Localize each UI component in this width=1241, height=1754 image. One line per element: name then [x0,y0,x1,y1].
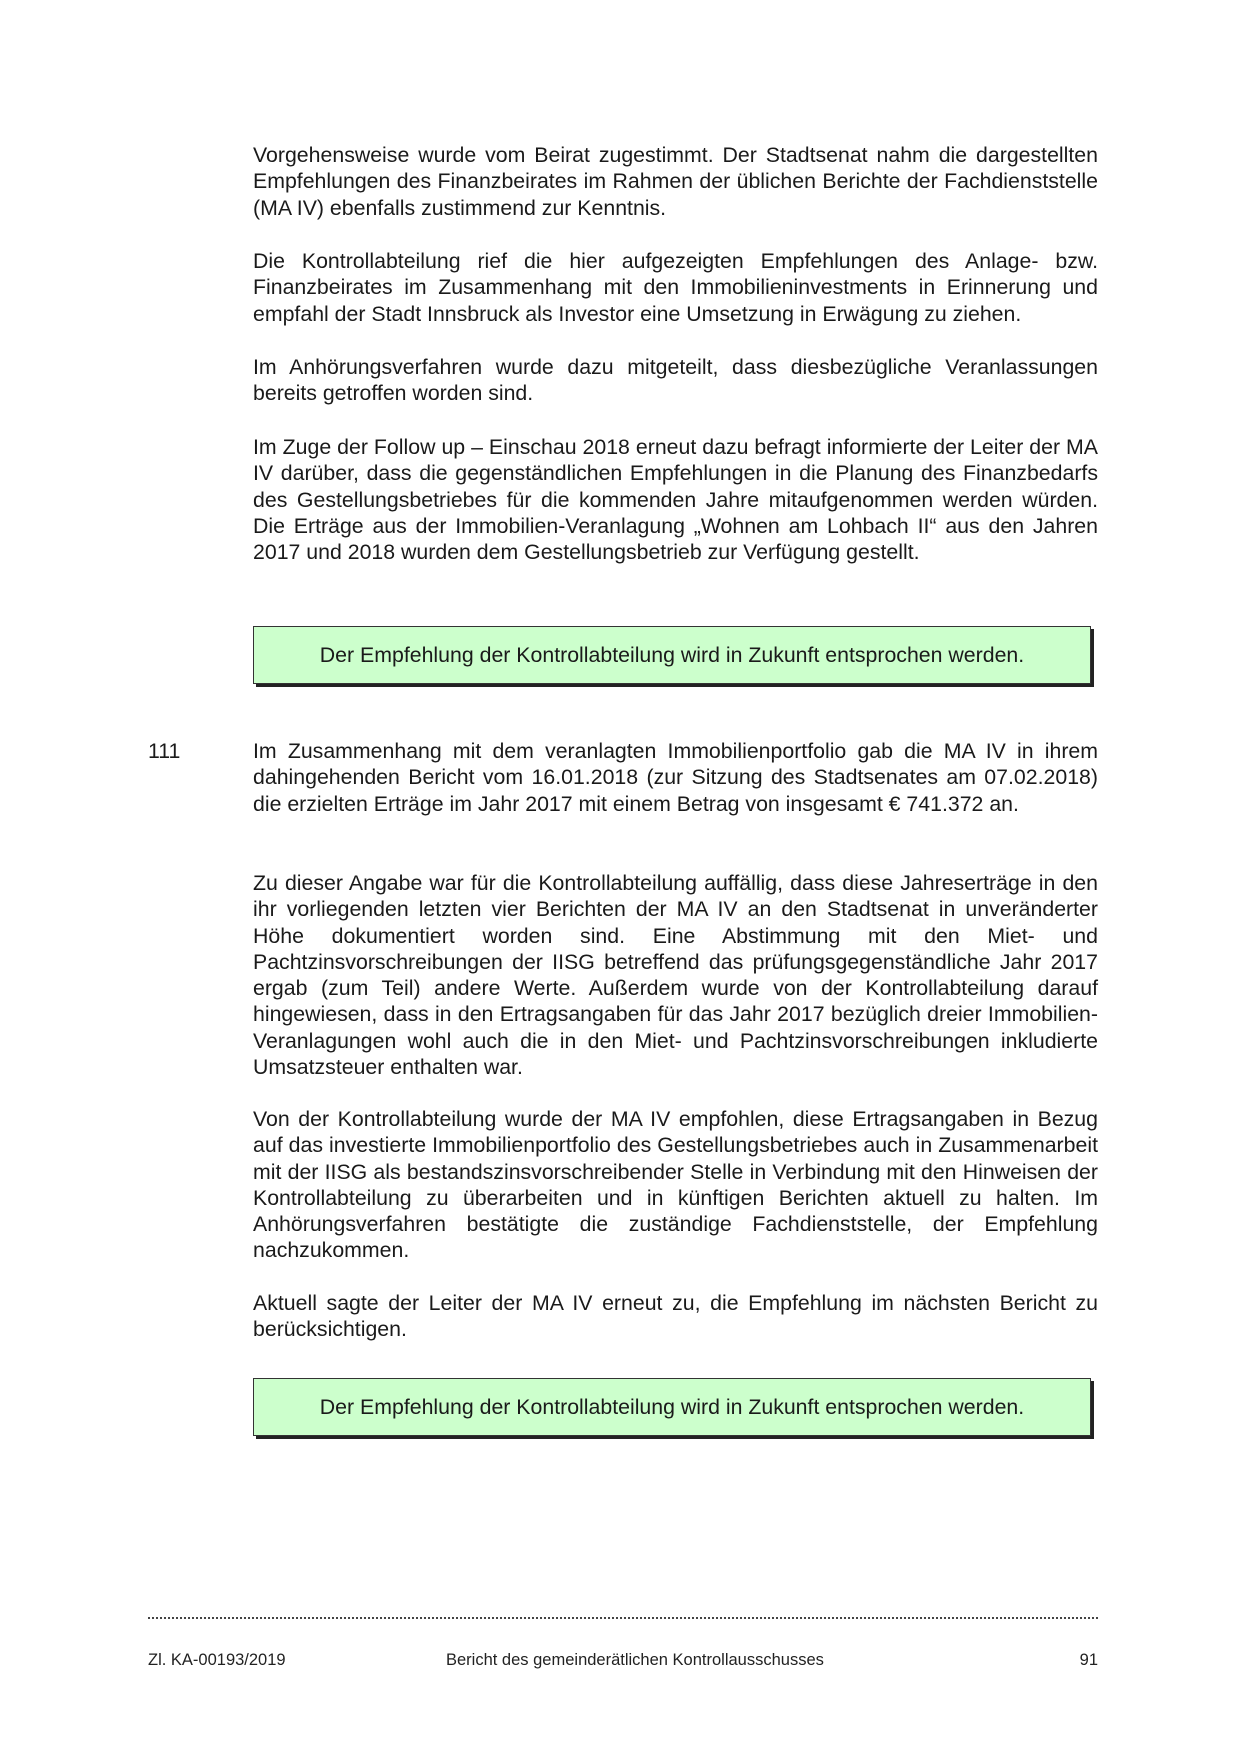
footer-divider [148,1617,1098,1619]
paragraph: Vorgehensweise wurde vom Beirat zugestimmt. Der Stadtsenat nahm die dargestellten Empfehlungen des Finanzbeirates im Rahmen der üblichen Berichte der Fachdienststelle (MA IV) ebenfalls zustimmend zur Kenntnis. [253,143,1098,220]
paragraph: Im Zusammenhang mit dem veranlagten Immobilienportfolio gab die MA IV in ihrem dahingehenden Bericht vom 16.01.2018 (zur Sitzung des Stadtsenates am 07.02.2018) die erzielten Erträge im Jahr 2017 mit einem Betrag von insgesamt € 741.372 an. [253,739,1098,816]
paragraph: Von der Kontrollabteilung wurde der MA IV empfohlen, diese Ertragsangaben in Bezug auf das investierte Immobilienportfolio des Gestellungsbetriebes auch in Zusammenarbeit mit der IISG als bestandszinsvorschreibender Stelle in Verbindung mit den Hinweisen der Kontrollabteilung zu überarbeiten und in künftigen Berichten aktuell zu halten. Im Anhörungsverfahren bestätigte die zuständige Fachdienststelle, der Empfehlung nachzukommen. [253,1107,1098,1263]
section-number: 111 [148,739,181,763]
page-number: 91 [1079,1651,1098,1669]
recommendation-callout: Der Empfehlung der Kontrollabteilung wird in Zukunft entsprochen werden. [253,1378,1091,1436]
paragraph: Im Anhörungsverfahren wurde dazu mitgeteilt, dass diesbezügliche Veranlassungen bereits getroffen worden sind. [253,355,1098,406]
paragraph: Im Zuge der Follow up – Einschau 2018 erneut dazu befragt informierte der Leiter der MA IV darüber, dass die gegenständlichen Empfehlungen in die Planung des Finanzbedarfs des Gestellungsbetriebes für die kommenden Jahre mitaufgenommen werden würden. Die Erträge aus der Immobilien-Veranlagung „Wohnen am Lohbach II“ aus den Jahren 2017 und 2018 wurden dem Gestellungsbetrieb zur Verfügung gestellt. [253,435,1098,565]
paragraph: Aktuell sagte der Leiter der MA IV erneut zu, die Empfehlung im nächsten Bericht zu berücksichtigen. [253,1291,1098,1342]
footer-title: Bericht des gemeinderätlichen Kontrollausschusses [446,1651,824,1669]
paragraph: Zu dieser Angabe war für die Kontrollabteilung auffällig, dass diese Jahreserträge in den ihr vorliegenden letzten vier Berichten der MA IV an den Stadtsenat in unveränderter Höhe dokumentiert worden sind. Eine Abstimmung mit den Miet- und Pachtzinsvorschreibungen der IISG betreffend das prüfungsgegenständliche Jahr 2017 ergab (zum Teil) andere Werte. Außerdem wurde von der Kontrollabteilung darauf hingewiesen, dass in den Ertragsangaben für das Jahr 2017 bezüglich dreier Immobilien-Veranlagungen wohl auch die in den Miet- und Pachtzinsvorschreibungen inkludierte Umsatzsteuer enthalten war. [253,871,1098,1080]
paragraph: Die Kontrollabteilung rief die hier aufgezeigten Empfehlungen des Anlage- bzw. Finanzbeirates im Zusammenhang mit den Immobilieninvestments in Erinnerung und empfahl der Stadt Innsbruck als Investor eine Umsetzung in Erwägung zu ziehen. [253,249,1098,326]
footer-reference: Zl. KA-00193/2019 [148,1651,286,1669]
recommendation-callout: Der Empfehlung der Kontrollabteilung wird in Zukunft entsprochen werden. [253,626,1091,684]
